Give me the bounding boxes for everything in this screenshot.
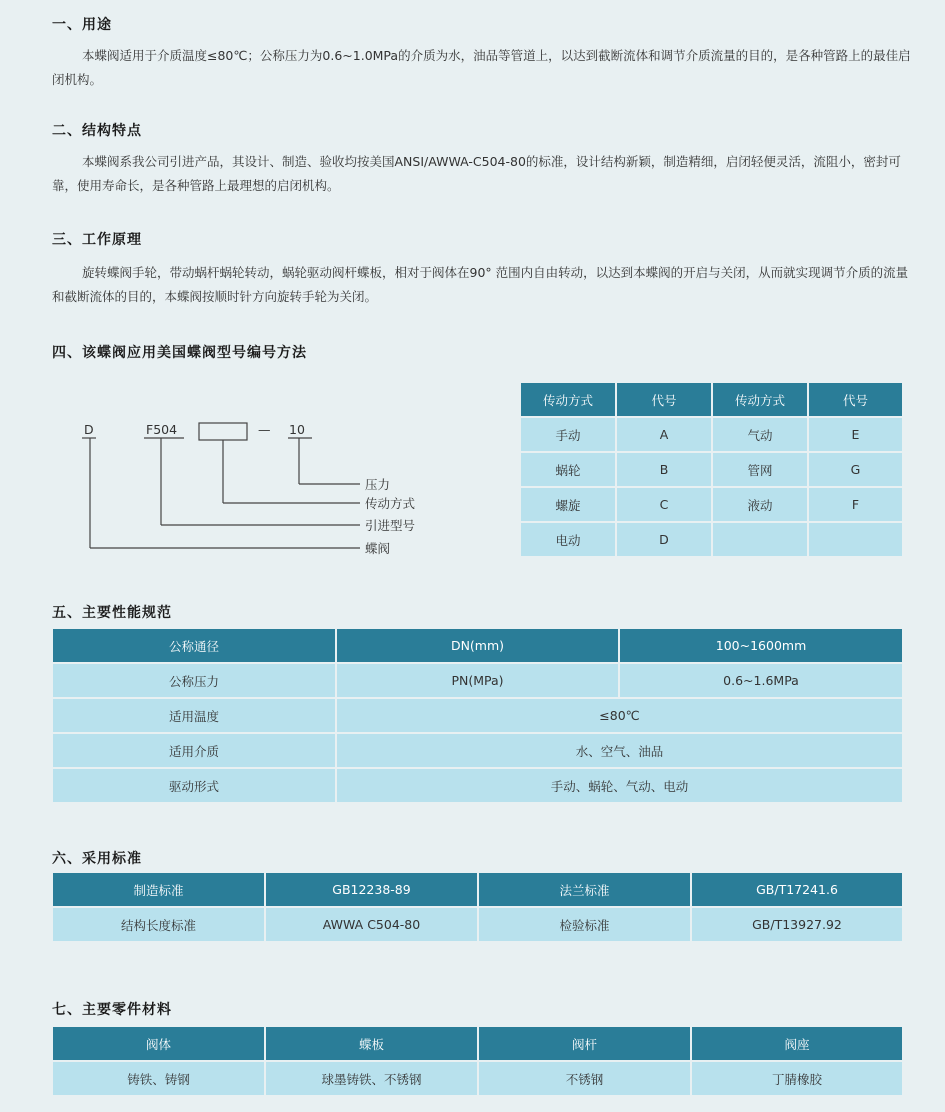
table-cell: A [616, 417, 712, 452]
section-body-structure: 本蝶阀系我公司引进产品，其设计、制造、验收均按美国ANSI/AWWA-C504-80的标准，设计结构新颖，制造精细，启闭轻便灵活，流阻小，密封可靠，使用寿命长，是各种管路上最理想的启闭机构。 [52, 154, 901, 193]
table-header: 阀体 [52, 1026, 265, 1061]
table-cell: DN(mm) [336, 628, 619, 663]
table-cell: 公称压力 [52, 663, 336, 698]
table-cell: 公称通径 [52, 628, 336, 663]
code-d: D [84, 422, 94, 437]
table-cell: 液动 [712, 487, 808, 522]
table-cell: 检验标准 [478, 907, 691, 942]
table-cell: F [808, 487, 903, 522]
table-cell: 铸铁、铸钢 [52, 1061, 265, 1096]
table-cell: 结构长度标准 [52, 907, 265, 942]
table-cell: 制造标准 [52, 872, 265, 907]
table-header: 代号 [616, 382, 712, 417]
label-butterfly-valve: 蝶阀 [365, 541, 391, 556]
section-title-standards: 六、采用标准 [52, 851, 142, 867]
model-code-diagram [60, 412, 440, 562]
table-cell: G [808, 452, 903, 487]
table-cell [712, 522, 808, 557]
table-cell: 螺旋 [520, 487, 616, 522]
table-cell: GB/T13927.92 [691, 907, 903, 942]
table-header: 代号 [808, 382, 903, 417]
code-dash: — [258, 422, 271, 437]
label-drive-mode: 传动方式 [365, 496, 416, 511]
label-pressure: 压力 [365, 477, 391, 492]
table-cell [808, 522, 903, 557]
section-title-usage: 一、用途 [52, 17, 112, 33]
table-cell: E [808, 417, 903, 452]
table-cell: 电动 [520, 522, 616, 557]
table-cell: 0.6~1.6MPa [619, 663, 903, 698]
table-header: 传动方式 [712, 382, 808, 417]
standards-table [51, 871, 904, 943]
section-body-principle: 旋转蝶阀手轮，带动蜗杆蜗轮转动，蜗轮驱动阀杆蝶板，相对于阀体在90° 范围内自由转动，以达到本蝶阀的开启与关闭，从而就实现调节介质的流量和截断流体的目的，本蝶阀按顺时针方向旋转手轮为关闭。 [52, 265, 909, 304]
table-cell: 适用介质 [52, 733, 336, 768]
table-cell: 手动 [520, 417, 616, 452]
table-cell: 球墨铸铁、不锈钢 [265, 1061, 478, 1096]
table-cell: 蜗轮 [520, 452, 616, 487]
table-header: 蝶板 [265, 1026, 478, 1061]
section-title-materials: 七、主要零件材料 [52, 1002, 172, 1018]
table-cell: B [616, 452, 712, 487]
section-body-usage: 本蝶阀适用于介质温度≤80℃；公称压力为0.6~1.0MPa的介质为水，油品等管道上，以达到截断流体和调节介质流量的目的，是各种管路上的最佳启闭机构。 [52, 48, 911, 87]
table-header: 传动方式 [520, 382, 616, 417]
drive-code-table [519, 381, 904, 558]
section-title-principle: 三、工作原理 [52, 232, 142, 248]
materials-table [51, 1025, 904, 1097]
section-title-performance: 五、主要性能规范 [52, 605, 172, 621]
code-10: 10 [289, 422, 305, 437]
table-cell: 丁腈橡胶 [691, 1061, 903, 1096]
table-cell: 100~1600mm [619, 628, 903, 663]
table-cell: 管网 [712, 452, 808, 487]
table-cell: 适用温度 [52, 698, 336, 733]
label-import-model: 引进型号 [365, 518, 416, 533]
code-f504: F504 [146, 422, 178, 437]
table-cell: GB/T17241.6 [691, 872, 903, 907]
table-cell: D [616, 522, 712, 557]
performance-table [51, 627, 904, 804]
table-header: 阀杆 [478, 1026, 691, 1061]
table-cell: 水、空气、油品 [336, 733, 903, 768]
table-cell: PN(MPa) [336, 663, 619, 698]
table-cell: ≤80℃ [336, 698, 903, 733]
table-cell: AWWA C504-80 [265, 907, 478, 942]
section-title-model-code: 四、该蝶阀应用美国蝶阀型号编号方法 [52, 345, 307, 361]
table-cell: 手动、蜗轮、气动、电动 [336, 768, 903, 803]
table-header: 阀座 [691, 1026, 903, 1061]
table-cell: GB12238-89 [265, 872, 478, 907]
table-cell: 驱动形式 [52, 768, 336, 803]
table-cell: 不锈钢 [478, 1061, 691, 1096]
table-cell: C [616, 487, 712, 522]
table-cell: 法兰标准 [478, 872, 691, 907]
table-cell: 气动 [712, 417, 808, 452]
section-title-structure: 二、结构特点 [52, 123, 142, 139]
